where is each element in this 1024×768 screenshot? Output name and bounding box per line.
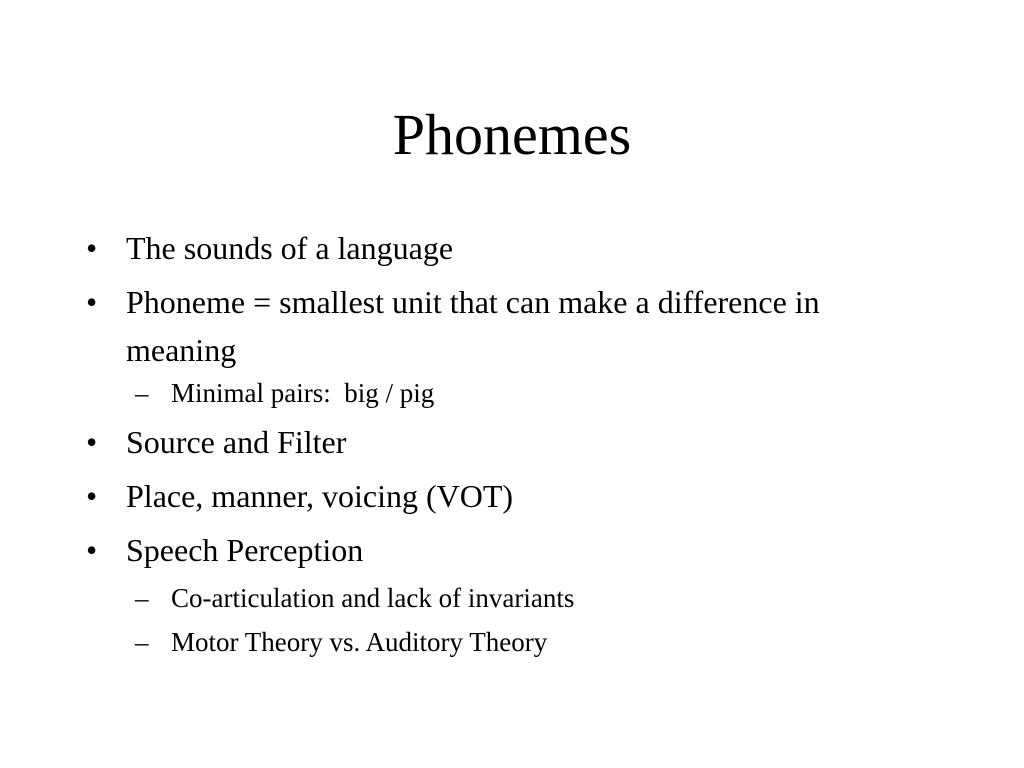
sub-bullet-item bbox=[135, 373, 871, 413]
bullet-icon: • bbox=[86, 424, 98, 460]
sub-bullet-text: Minimal pairs: big / pig bbox=[171, 378, 435, 408]
bullet-icon: • bbox=[86, 230, 98, 266]
bullet-text: Source and Filter bbox=[126, 424, 347, 460]
bullet-item bbox=[86, 278, 866, 374]
sub-bullet-item bbox=[135, 578, 871, 618]
bullet-item bbox=[86, 224, 866, 272]
bullet-item bbox=[86, 418, 866, 466]
sub-bullet-item bbox=[135, 622, 871, 662]
dash-icon: – bbox=[135, 583, 149, 613]
bullet-text: Speech Perception bbox=[126, 532, 364, 568]
bullet-text: The sounds of a language bbox=[126, 230, 454, 266]
dash-icon: – bbox=[135, 378, 149, 408]
bullet-icon: • bbox=[86, 478, 98, 514]
bullet-text: Phoneme = smallest unit that can make a difference in meaning bbox=[126, 284, 828, 368]
slide-title: Phonemes bbox=[392, 102, 632, 167]
sub-bullet-text: Motor Theory vs. Auditory Theory bbox=[171, 627, 548, 657]
dash-icon: – bbox=[135, 627, 149, 657]
bullet-icon: • bbox=[86, 532, 98, 568]
bullet-item bbox=[86, 526, 866, 574]
bullet-item bbox=[86, 472, 866, 520]
sub-bullet-text: Co-articulation and lack of invariants bbox=[171, 583, 575, 613]
bullet-icon: • bbox=[86, 284, 98, 320]
bullet-text: Place, manner, voicing (VOT) bbox=[126, 478, 514, 514]
